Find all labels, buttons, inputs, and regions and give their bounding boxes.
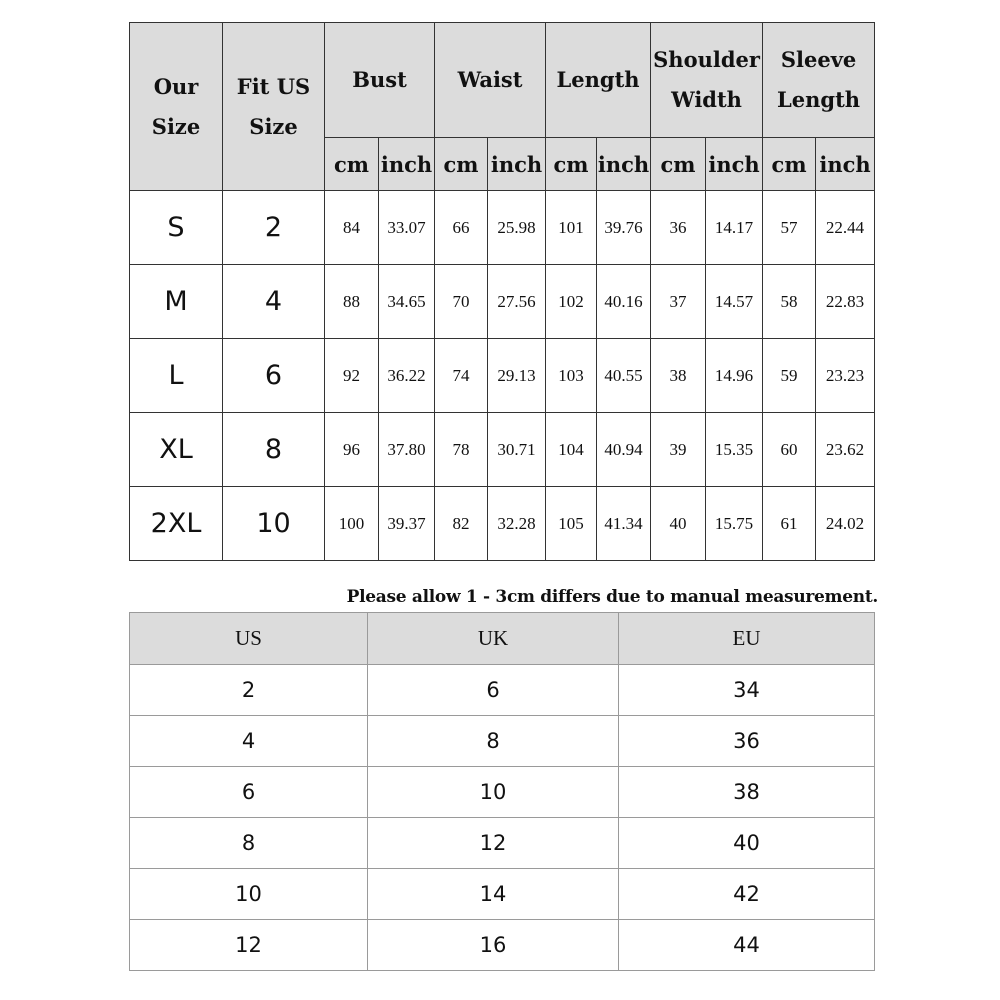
measurement-cell: 38 [651,339,706,413]
measurement-cell: 34.65 [379,265,435,339]
measurement-cell: 14.57 [706,265,763,339]
our-size-cell: M [130,265,223,339]
conversion-cell: 6 [368,665,619,716]
measurement-cell: 40.16 [597,265,651,339]
measurement-cell: 40.55 [597,339,651,413]
fit-us-size-cell: 4 [223,265,325,339]
measurement-cell: 36 [651,191,706,265]
measurement-cell: 66 [435,191,488,265]
measurement-cell: 22.83 [816,265,875,339]
conversion-row [130,920,875,971]
measurement-cell: 37.80 [379,413,435,487]
header-fit-us-size-line1: Fit US [236,73,311,99]
header-sleeve-length [763,23,875,138]
header-waist: Waist [435,23,546,138]
conversion-cell: 10 [130,869,368,920]
unit-header: cm [546,138,597,191]
conversion-row [130,716,875,767]
measurement-cell: 15.35 [706,413,763,487]
conversion-cell: 2 [130,665,368,716]
unit-header: inch [816,138,875,191]
conversion-cell: 12 [130,920,368,971]
conversion-header-us: US [130,613,368,665]
size-chart-header-row [130,23,875,138]
measurement-cell: 92 [325,339,379,413]
measurement-cell: 74 [435,339,488,413]
measurement-cell: 58 [763,265,816,339]
measurement-cell: 96 [325,413,379,487]
conversion-header-uk: UK [368,613,619,665]
unit-header: inch [597,138,651,191]
fit-us-size-cell: 6 [223,339,325,413]
conversion-row [130,818,875,869]
fit-us-size-cell: 2 [223,191,325,265]
conversion-cell: 36 [619,716,875,767]
our-size-cell: XL [130,413,223,487]
header-our-size-line1: Our [153,73,199,99]
measurement-cell: 36.22 [379,339,435,413]
measurement-cell: 59 [763,339,816,413]
measurement-cell: 25.98 [488,191,546,265]
measurement-cell: 61 [763,487,816,561]
our-size-cell: L [130,339,223,413]
size-row [130,339,875,413]
measurement-cell: 39 [651,413,706,487]
measurement-cell: 24.02 [816,487,875,561]
unit-header: cm [325,138,379,191]
measurement-cell: 23.62 [816,413,875,487]
conversion-cell: 12 [368,818,619,869]
measurement-cell: 40.94 [597,413,651,487]
header-bust: Bust [325,23,435,138]
measurement-cell: 14.17 [706,191,763,265]
unit-header: cm [763,138,816,191]
conversion-row [130,665,875,716]
measurement-cell: 100 [325,487,379,561]
measurement-cell: 29.13 [488,339,546,413]
measurement-cell: 39.76 [597,191,651,265]
our-size-cell: S [130,191,223,265]
fit-us-size-cell: 10 [223,487,325,561]
measurement-note: Please allow 1 - 3cm differs due to manual measurement. [346,587,878,607]
our-size-cell: 2XL [130,487,223,561]
header-length: Length [546,23,651,138]
measurement-cell: 88 [325,265,379,339]
measurement-cell: 70 [435,265,488,339]
header-shoulder-line1: Shoulder [653,47,760,73]
conversion-cell: 44 [619,920,875,971]
measurement-cell: 22.44 [816,191,875,265]
header-our-size-line2: Size [151,113,201,139]
header-sleeve-line1: Sleeve [780,47,857,73]
header-shoulder-width [651,23,763,138]
header-sleeve-line2: Length [777,87,861,112]
conversion-cell: 16 [368,920,619,971]
conversion-cell: 14 [368,869,619,920]
measurement-cell: 27.56 [488,265,546,339]
unit-header: cm [651,138,706,191]
size-row [130,413,875,487]
measurement-cell: 105 [546,487,597,561]
measurement-cell: 39.37 [379,487,435,561]
conversion-row [130,869,875,920]
conversion-cell: 8 [130,818,368,869]
measurement-cell: 23.23 [816,339,875,413]
measurement-cell: 57 [763,191,816,265]
size-row [130,191,875,265]
conversion-cell: 34 [619,665,875,716]
measurement-cell: 101 [546,191,597,265]
measurement-cell: 40 [651,487,706,561]
measurement-cell: 30.71 [488,413,546,487]
measurement-cell: 103 [546,339,597,413]
conversion-cell: 4 [130,716,368,767]
conversion-cell: 40 [619,818,875,869]
measurement-cell: 60 [763,413,816,487]
conversion-cell: 42 [619,869,875,920]
unit-header: inch [706,138,763,191]
measurement-cell: 33.07 [379,191,435,265]
measurement-cell: 82 [435,487,488,561]
header-shoulder-line2: Width [671,87,742,112]
measurement-cell: 41.34 [597,487,651,561]
measurement-cell: 37 [651,265,706,339]
header-fit-us-size-line2: Size [249,113,298,139]
measurement-cell: 102 [546,265,597,339]
measurement-cell: 14.96 [706,339,763,413]
unit-header: inch [379,138,435,191]
measurement-cell: 32.28 [488,487,546,561]
fit-us-size-cell: 8 [223,413,325,487]
conversion-header-row [130,613,875,665]
size-chart-table [129,22,875,561]
conversion-row [130,767,875,818]
conversion-cell: 10 [368,767,619,818]
unit-header: cm [435,138,488,191]
size-conversion-table [129,612,875,971]
header-our-size [130,23,223,191]
conversion-header-eu: EU [619,613,875,665]
measurement-cell: 15.75 [706,487,763,561]
conversion-cell: 38 [619,767,875,818]
measurement-cell: 104 [546,413,597,487]
conversion-cell: 8 [368,716,619,767]
measurement-cell: 84 [325,191,379,265]
size-row [130,265,875,339]
conversion-cell: 6 [130,767,368,818]
size-row [130,487,875,561]
measurement-cell: 78 [435,413,488,487]
header-fit-us-size [223,23,325,191]
unit-header: inch [488,138,546,191]
